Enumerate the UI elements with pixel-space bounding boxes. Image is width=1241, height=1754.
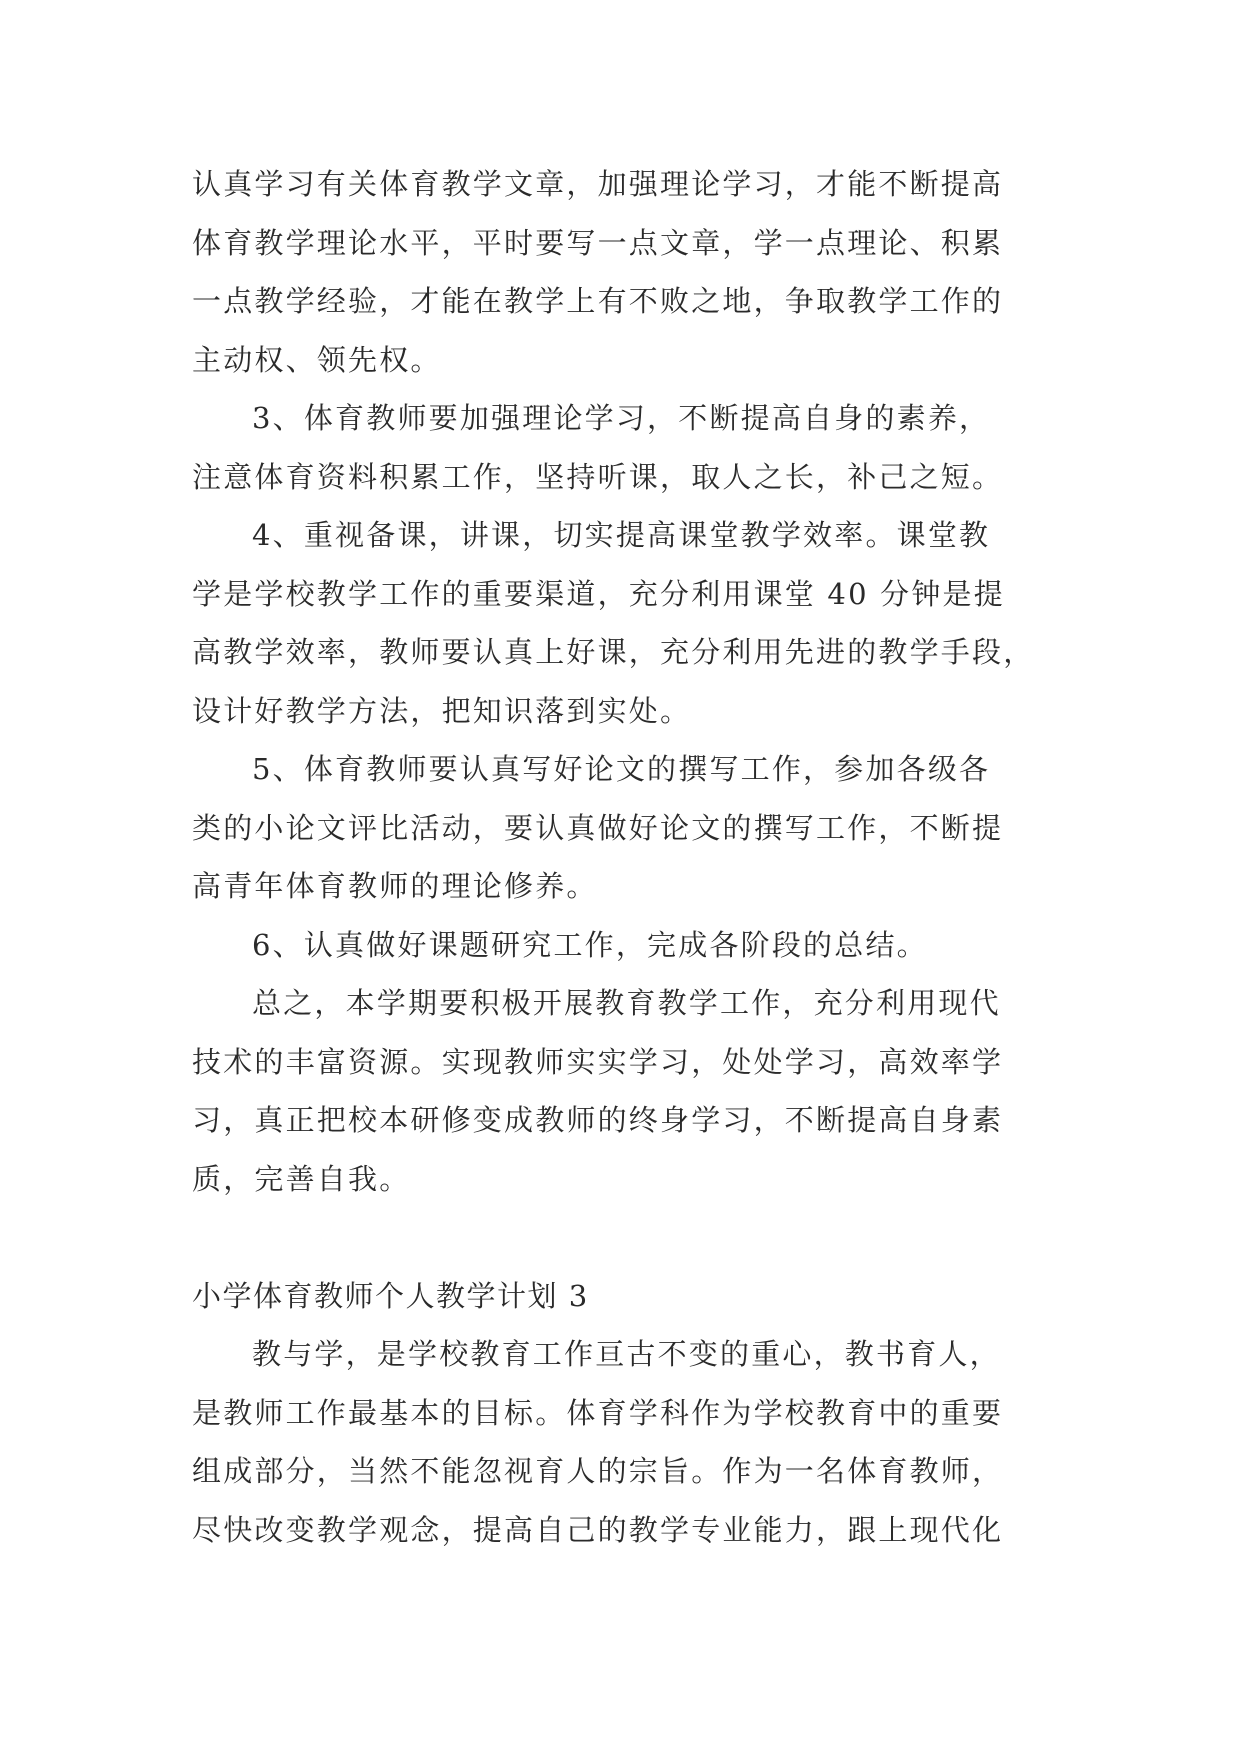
text-line: 主动权、领先权。 xyxy=(192,342,442,377)
document-body xyxy=(192,155,1062,1559)
paragraph-item-5 xyxy=(192,740,1062,916)
paragraph-summary xyxy=(192,974,1062,1208)
text-line: 5、体育教师要认真写好论文的撰写工作，参加各级各 xyxy=(252,752,991,786)
paragraph-spacer xyxy=(192,1208,1062,1267)
section-heading: 小学体育教师个人教学计划 3 xyxy=(192,1278,589,1313)
text-line: 认真学习有关体育教学文章，加强理论学习，才能不断提高 xyxy=(192,167,1004,201)
text-line: 6、认真做好课题研究工作，完成各阶段的总结。 xyxy=(252,927,928,962)
text-line: 3、体育教师要加强理论学习，不断提高自身的素养， xyxy=(252,401,991,435)
text-line: 教与学，是学校教育工作亘古不变的重心，教书育人， xyxy=(252,1337,1001,1371)
text-line: 学是学校教学工作的重要渠道，充分利用课堂 40 分钟是提 xyxy=(192,576,1005,611)
paragraph-item-3 xyxy=(192,389,1062,506)
text-line: 质，完善自我。 xyxy=(192,1161,411,1196)
text-line: 组成部分，当然不能忽视育人的宗旨。作为一名体育教师， xyxy=(192,1454,1004,1488)
text-line: 一点教学经验，才能在教学上有不败之地，争取教学工作的 xyxy=(192,284,1004,318)
text-line: 技术的丰富资源。实现教师实实学习，处处学习，高效率学 xyxy=(192,1044,1004,1079)
text-line: 体育教学理论水平，平时要写一点文章，学一点理论、积累 xyxy=(192,225,1004,260)
text-line: 设计好教学方法，把知识落到实处。 xyxy=(192,693,692,728)
text-line: 习，真正把校本研修变成教师的终身学习，不断提高自身素 xyxy=(192,1103,1004,1137)
text-line: 注意体育资料积累工作，坚持听课，取人之长，补己之短。 xyxy=(192,459,1004,494)
text-line: 类的小论文评比活动，要认真做好论文的撰写工作，不断提 xyxy=(192,810,1004,845)
paragraph-item-6 xyxy=(192,916,1062,975)
paragraph-continuation xyxy=(192,155,1062,389)
text-line: 是教师工作最基本的目标。体育学科作为学校教育中的重要 xyxy=(192,1395,1004,1430)
paragraph-item-4 xyxy=(192,506,1062,740)
text-line: 高教学效率，教师要认真上好课，充分利用先进的教学手段， xyxy=(192,635,1035,669)
text-line: 总之，本学期要积极开展教育教学工作，充分利用现代 xyxy=(252,986,1001,1020)
paragraph-intro-3 xyxy=(192,1325,1062,1559)
text-line: 尽快改变教学观念，提高自己的教学专业能力，跟上现代化 xyxy=(192,1512,1004,1547)
text-line: 4、重视备课，讲课，切实提高课堂教学效率。课堂教 xyxy=(252,518,991,552)
text-line: 高青年体育教师的理论修养。 xyxy=(192,869,598,903)
